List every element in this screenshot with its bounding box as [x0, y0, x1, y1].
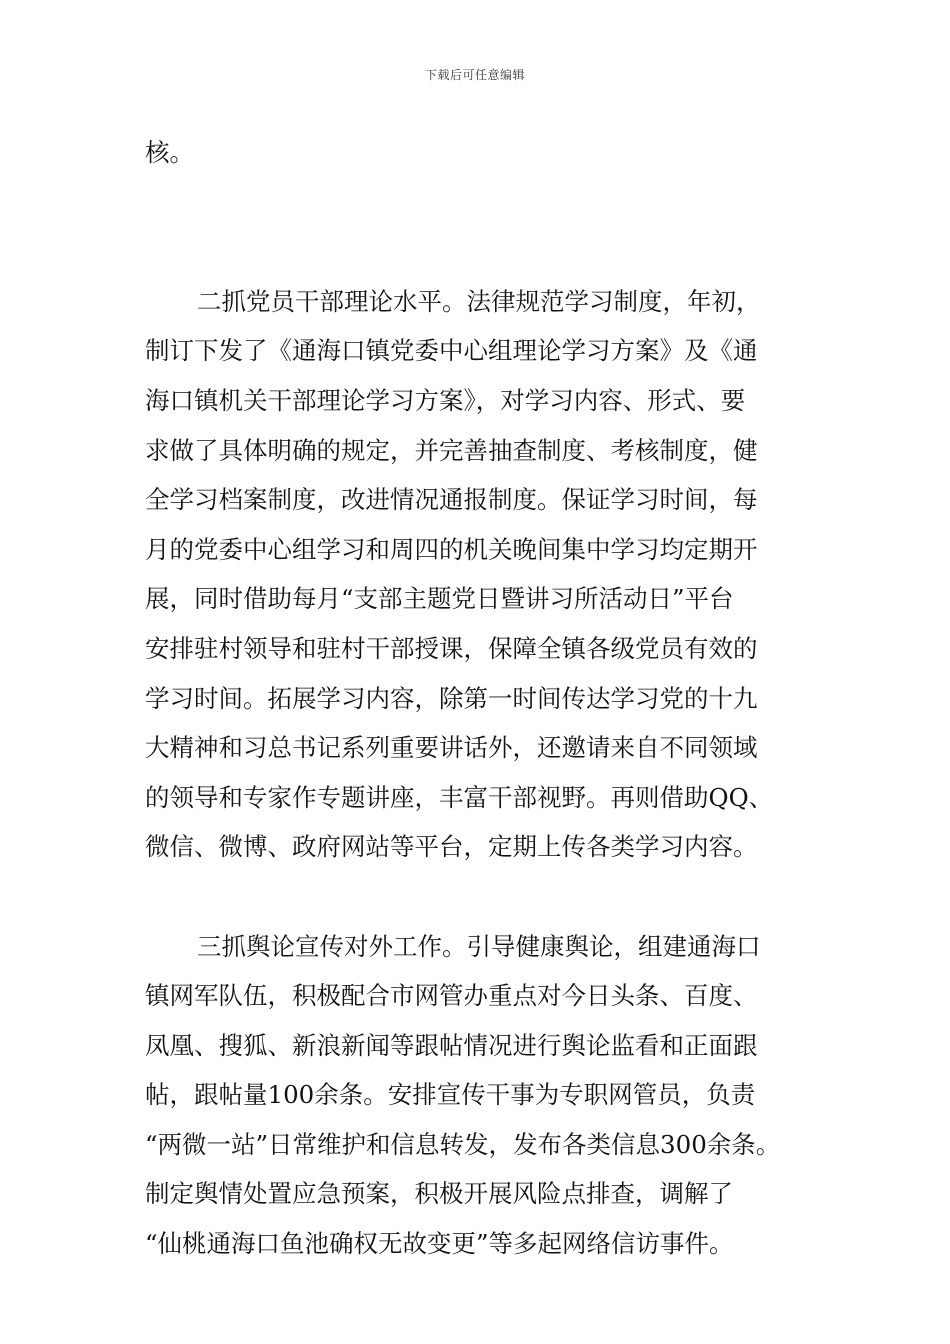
- text-line: 制订下发了《通海口镇党委中心组理论学习方案》及《通: [145, 336, 758, 366]
- paragraph-spacer: [145, 227, 835, 277]
- paragraph-spacer: [145, 178, 835, 228]
- text-line: “两微一站”日常维护和信息转发，发布各类信息300余条。: [145, 1129, 781, 1159]
- paragraph: [145, 128, 835, 178]
- text-line: 三抓舆论宣传对外工作。引导健康舆论，组建通海口: [197, 931, 761, 961]
- text-line: 大精神和习总书记系列重要讲话外，还邀请来自不同领域: [145, 733, 758, 763]
- text-line: 海口镇机关干部理论学习方案》，对学习内容、形式、要: [145, 385, 746, 415]
- paragraph: [145, 922, 835, 1269]
- text-line: 全学习档案制度，改进情况通报制度。保证学习时间，每: [145, 485, 758, 515]
- text-line: 镇网军队伍，积极配合市网管办重点对今日头条、百度、: [145, 981, 758, 1011]
- text-line: “仙桃通海口鱼池确权无故变更”等多起网络信访事件。: [145, 1229, 734, 1259]
- paragraph-spacer: [145, 872, 835, 922]
- text-line: 二抓党员干部理论水平。法律规范学习制度，年初，: [197, 286, 761, 316]
- text-line: 凤凰、搜狐、新浪新闻等跟帖情况进行舆论监看和正面跟: [145, 1030, 758, 1060]
- text-line: 微信、微博、政府网站等平台，定期上传各类学习内容。: [145, 832, 758, 862]
- text-line: 的领导和专家作专题讲座，丰富干部视野。再则借助QQ、: [145, 782, 774, 812]
- text-line: 制定舆情处置应急预案，积极开展风险点排查，调解了: [145, 1179, 733, 1209]
- text-line: 帖，跟帖量100余条。安排宣传干事为专职网管员，负责: [145, 1080, 756, 1110]
- text-line: 月的党委中心组学习和周四的机关晚间集中学习均定期开: [145, 534, 758, 564]
- document-body: [145, 128, 835, 1269]
- text-line: 核。: [145, 138, 194, 167]
- text-line: 安排驻村领导和驻村干部授课，保障全镇各级党员有效的: [145, 633, 758, 663]
- page-header: 下载后可任意编辑: [424, 68, 525, 82]
- text-line: 求做了具体明确的规定，并完善抽查制度、考核制度，健: [145, 435, 758, 465]
- paragraph: [145, 277, 835, 872]
- text-line: 学习时间。拓展学习内容，除第一时间传达学习党的十九: [145, 683, 758, 713]
- text-line: 展，同时借助每月“支部主题党日暨讲习所活动日”平台: [145, 584, 734, 614]
